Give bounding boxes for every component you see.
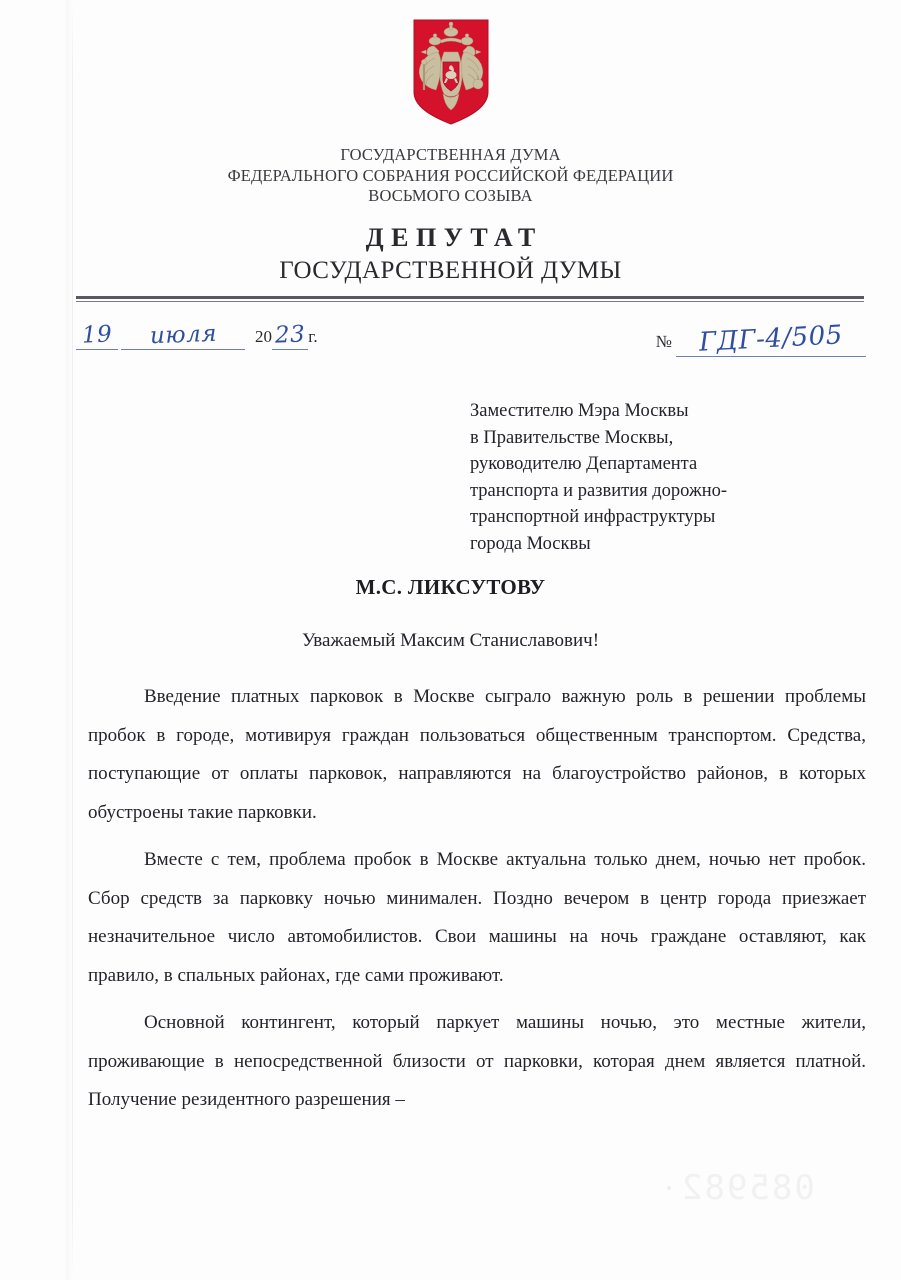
emblem-container [0,18,901,126]
addressee-line: транспорта и развития дорожно- [470,480,728,501]
title-gosudarstvennoy-dumy: ГОСУДАРСТВЕННОЙ ДУМЫ [279,257,622,284]
addressee-line: города Москвы [470,533,591,554]
letterhead-line-3: ВОСЬМОГО СОЗЫВА [368,186,533,205]
coat-of-arms-of-russia-icon [410,18,492,126]
addressee-line: в Правительстве Москвы, [470,427,674,448]
greeting-line: Уважаемый Максим Станиславович! [301,630,600,651]
number-symbol: № [655,332,672,351]
letter-body [88,678,866,1120]
addressee-block [470,398,870,557]
date-day-blank[interactable] [76,322,118,350]
reference-number-blank[interactable] [676,320,866,358]
body-paragraph: Введение платных парковок в Москве сыграло важную роль в решении проблемы пробок в городе, мотивируя граждан пользоваться общественным транспортом. Средства, поступающие от оплаты парковок, направляются на благоустройство районов, в которых обустроены такие парковки. [88,686,866,823]
body-paragraph: Вместе с тем, проблема пробок в Москве актуальна только днем, ночью нет пробок. Сбор средств за парковку ночью минимален. Поздно вечером в центр города приезжает незначительное число автомобилистов. Свои машины на ночь граждане оставляют, как правило, в спальных районах, где сами проживают. [88,849,866,986]
bleed-through-dot [667,1186,671,1190]
reference-number-handwritten: ГДГ-4/505 [698,320,844,358]
date-field [76,322,318,350]
reference-row [76,322,866,368]
header-divider [76,296,864,302]
bleed-through-stamp-number: 085982 [680,1168,815,1208]
date-month-handwritten: июля [149,320,217,350]
date-month-blank[interactable] [121,322,245,350]
letterhead-line-1: ГОСУДАРСТВЕННАЯ ДУМА [340,145,561,164]
addressee-line: транспортной инфраструктуры [470,507,716,527]
letterhead-title [0,222,901,287]
letterhead [0,145,901,207]
recipient-name: М.С. ЛИКСУТОВУ [355,575,546,599]
addressee-line: руководителю Департамента [470,454,698,474]
date-day-handwritten: 19 [81,321,113,349]
year-handwritten: 23 [274,321,306,349]
year-prefix: 20 [255,327,272,346]
letterhead-line-2: ФЕДЕРАЛЬНОГО СОБРАНИЯ РОССИЙСКОЙ ФЕДЕРАЦИИ [227,165,674,185]
body-paragraph: Основной контингент, который паркует машины ночью, это местные жители, проживающие в непосредственной близости от парковки, которая днем является платной. Получение резидентного разрешения – [88,1012,866,1110]
title-deputat: ДЕПУТАТ [365,223,543,252]
year-unit: г. [308,327,318,346]
addressee-line: Заместителю Мэра Москвы [470,401,689,421]
year-blank[interactable] [272,322,308,350]
reference-number-field [655,320,866,358]
